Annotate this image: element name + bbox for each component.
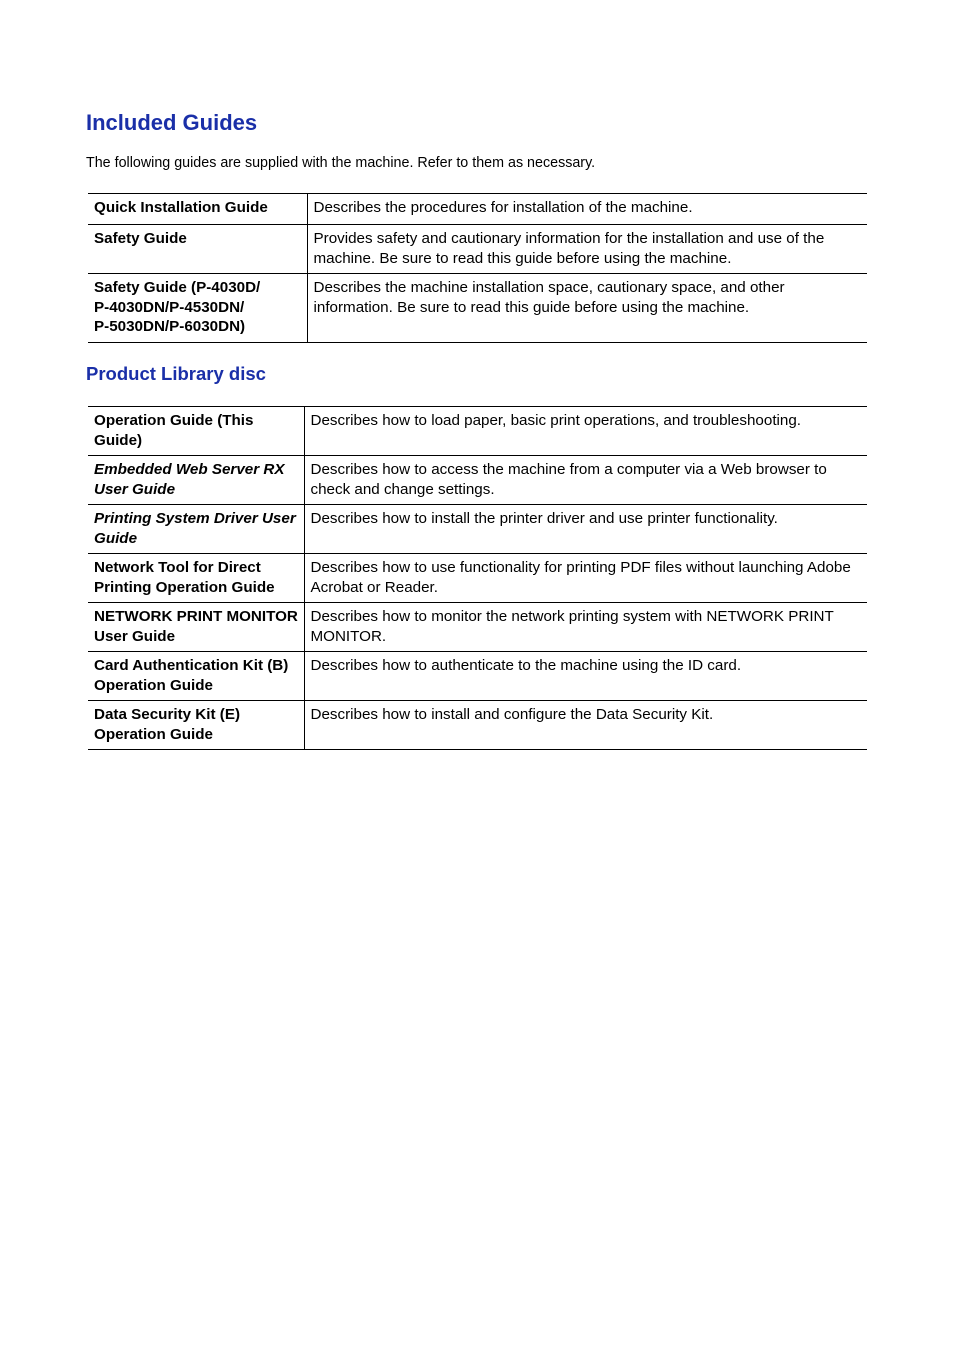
table-row	[88, 194, 867, 225]
guide-description: Describes how to monitor the network printing system with NETWORK PRINT MONITOR.	[304, 603, 867, 652]
guide-description: Describes how to use functionality for printing PDF files without launching Adobe Acrobat or Reader.	[304, 554, 867, 603]
guide-name: Embedded Web Server RX User Guide	[88, 456, 304, 505]
guide-description: Describes how to load paper, basic print operations, and troubleshooting.	[304, 407, 867, 456]
table-row	[88, 701, 867, 750]
table-row	[88, 554, 867, 603]
guide-name: Safety Guide (P-4030D/ P-4030DN/P-4530DN/ P-5030DN/P-6030DN)	[88, 274, 307, 343]
product-library-table	[88, 406, 867, 750]
guide-name: NETWORK PRINT MONITOR User Guide	[88, 603, 304, 652]
guide-description: Describes how to install and configure the Data Security Kit.	[304, 701, 867, 750]
guide-name: Printing System Driver User Guide	[88, 505, 304, 554]
table-row	[88, 456, 867, 505]
guide-name: Safety Guide	[88, 225, 307, 274]
table-row	[88, 407, 867, 456]
table-row	[88, 652, 867, 701]
guide-name: Data Security Kit (E) Operation Guide	[88, 701, 304, 750]
table-row	[88, 505, 867, 554]
guide-description: Describes the procedures for installation of the machine.	[307, 194, 867, 225]
table-row	[88, 225, 867, 274]
page-title: Included Guides	[86, 110, 258, 135]
table-row	[88, 603, 867, 652]
intro-text: The following guides are supplied with the machine. Refer to them as necessary.	[86, 155, 596, 171]
included-guides-table	[88, 193, 867, 343]
section-title: Product Library disc	[86, 363, 266, 384]
guide-name: Operation Guide (This Guide)	[88, 407, 304, 456]
guide-name: Network Tool for Direct Printing Operation Guide	[88, 554, 304, 603]
guide-description: Provides safety and cautionary information for the installation and use of the machine. Be sure to read this guide before using the machine.	[307, 225, 867, 274]
table-row	[88, 274, 867, 343]
guide-name: Card Authentication Kit (B) Operation Guide	[88, 652, 304, 701]
guide-description: Describes how to authenticate to the machine using the ID card.	[304, 652, 867, 701]
guide-description: Describes how to install the printer driver and use printer functionality.	[304, 505, 867, 554]
guide-description: Describes how to access the machine from a computer via a Web browser to check and change settings.	[304, 456, 867, 505]
guide-description: Describes the machine installation space, cautionary space, and other information. Be sure to read this guide before using the machine.	[307, 274, 867, 343]
guide-name: Quick Installation Guide	[88, 194, 307, 225]
